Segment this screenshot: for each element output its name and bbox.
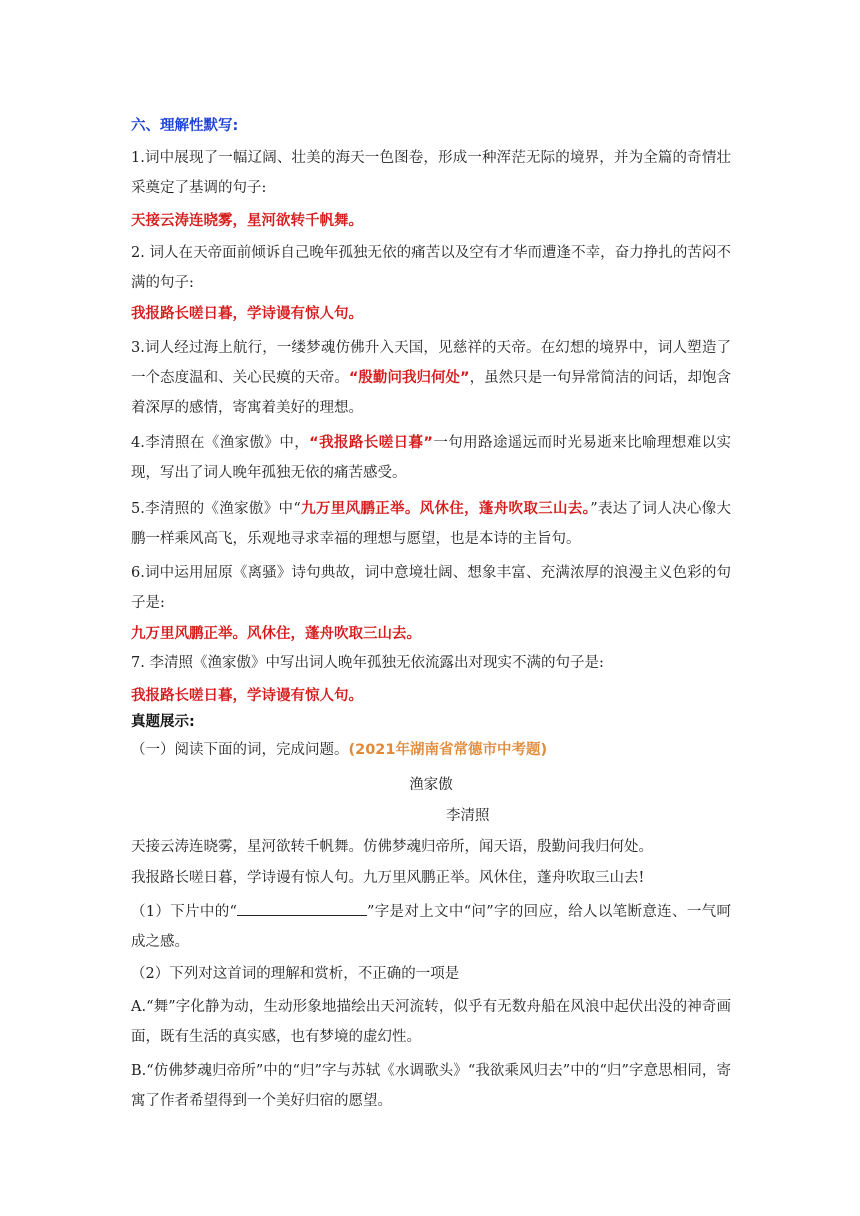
question-1: 1.词中展现了一幅辽阔、壮美的海天一色图卷，形成一种浑茫无际的境界，并为全篇的奇情壮采奠定了基调的句子: <box>131 150 731 196</box>
sub-question-2: （2）下列对这首词的理解和赏析，不正确的一项是 <box>131 966 460 982</box>
real-exam-heading: 真题展示: <box>131 714 195 730</box>
question-5: 5.李清照的《渔家傲》中“九万里风鹏正举。风休住，蓬舟吹取三山去。”表达了词人决心像大鹏一样乘风高飞，乐观地寻求幸福的理想与愿望，也是本诗的主旨句。 <box>131 501 732 547</box>
option-b: B.“仿佛梦魂归帝所”中的“归”字与苏轼《水调歌头》“我欲乘风归去”中的“归”字意思相同，寄寓了作者希望得到一个美好归宿的愿望。 <box>131 1063 731 1109</box>
question-6: 6.词中运用屈原《离骚》诗句典故，词中意境壮阔、想象丰富、充满浓厚的浪漫主义色彩的句子是: <box>131 565 731 611</box>
answer-2: 我报路长嗟日暮，学诗谩有惊人句。 <box>131 306 363 322</box>
question-2: 2. 词人在天帝面前倾诉自己晚年孤独无依的痛苦以及空有才华而遭逢不幸，奋力挣扎的苦闷不满的句子: <box>131 245 731 291</box>
poem-title: 渔家傲 <box>409 777 453 793</box>
answer-6: 九万里风鹏正举。风休住，蓬舟吹取三山去。 <box>131 626 421 642</box>
poem-author: 李清照 <box>446 808 490 824</box>
question-7: 7. 李清照《渔家傲》中写出词人晚年孤独无依流露出对现实不满的句子是: <box>131 655 604 671</box>
sub-question-1: （1）下片中的“ ”字是对上文中“问”字的回应，给人以笔断意连、一气呵成之感。 <box>131 897 731 957</box>
section-heading: 六、理解性默写: <box>131 118 239 134</box>
answer-1: 天接云涛连晓雾，星河欲转千帆舞。 <box>131 213 363 229</box>
reading-intro: （一）阅读下面的词，完成问题。(2021年湖南省常德市中考题) <box>131 742 548 758</box>
poem-line-1: 天接云涛连晓雾，星河欲转千帆舞。仿佛梦魂归帝所，闻天语，殷勤问我归何处。 <box>131 839 653 855</box>
question-3: 3.词人经过海上航行，一缕梦魂仿佛升入天国，见慈祥的天帝。在幻想的境界中，词人塑造了一个态度温和、关心民瘼的天帝。“殷勤问我归何处”，虽然只是一句异常简洁的问话，却饱含着深厚的感情，寄寓着美好的理想。 <box>131 340 732 416</box>
option-a: A.“舞”字化静为动，生动形象地描绘出天河流转，似乎有无数舟船在风浪中起伏出没的神奇画面，既有生活的真实感，也有梦境的虚幻性。 <box>131 999 731 1045</box>
answer-7: 我报路长嗟日暮，学诗谩有惊人句。 <box>131 688 363 704</box>
question-4: 4.李清照在《渔家傲》中，“我报路长嗟日暮”一句用路途遥远而时光易逝来比喻理想难以实现，写出了词人晚年孤独无依的痛苦感受。 <box>131 435 731 481</box>
answer-blank[interactable] <box>237 901 367 916</box>
poem-line-2: 我报路长嗟日暮，学诗谩有惊人句。九万里风鹏正举。风休住，蓬舟吹取三山去! <box>131 870 645 886</box>
